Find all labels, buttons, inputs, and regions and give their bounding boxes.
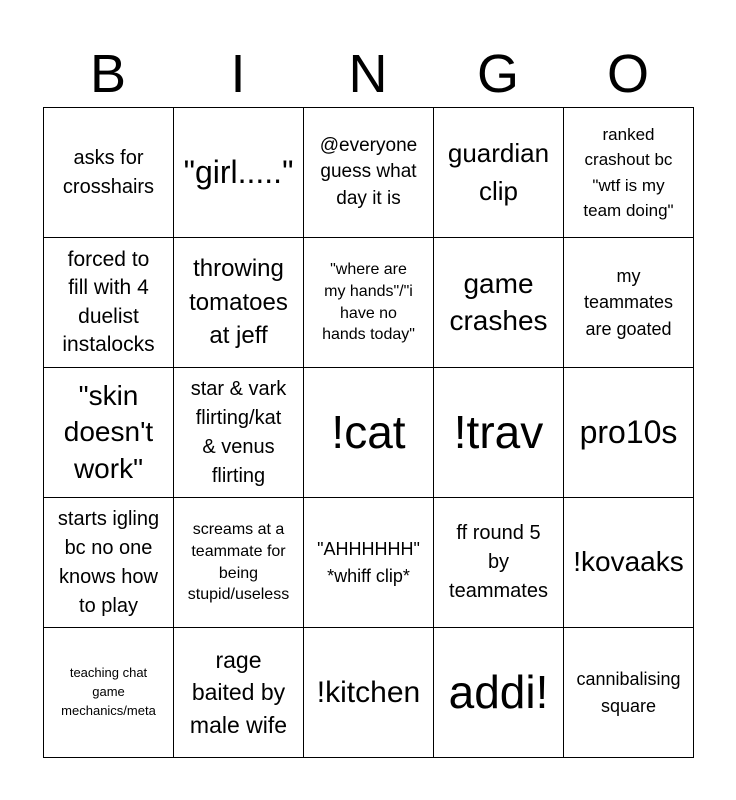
bingo-cell[interactable]: ff round 5 by teammates <box>434 498 564 628</box>
bingo-cell[interactable]: teaching chat game mechanics/meta <box>44 628 174 758</box>
bingo-cell[interactable]: guardian clip <box>434 108 564 238</box>
bingo-cell[interactable]: "where are my hands"/"i have no hands today" <box>304 238 434 368</box>
bingo-cell[interactable]: "girl....." <box>174 108 304 238</box>
header-letter-b: B <box>89 44 127 104</box>
bingo-cell[interactable]: my teammates are goated <box>564 238 694 368</box>
bingo-cell[interactable]: pro10s <box>564 368 694 498</box>
header-letter-o: O <box>606 44 649 104</box>
bingo-cell[interactable]: "skin doesn't work" <box>44 368 174 498</box>
header-letter-i: I <box>230 44 246 104</box>
bingo-cell[interactable]: cannibalising square <box>564 628 694 758</box>
bingo-cell[interactable]: throwing tomatoes at jeff <box>174 238 304 368</box>
bingo-cell[interactable]: addi! <box>434 628 564 758</box>
bingo-cell[interactable]: !cat <box>304 368 434 498</box>
bingo-cell[interactable]: rage baited by male wife <box>174 628 304 758</box>
bingo-cell[interactable]: forced to fill with 4 duelist instalocks <box>44 238 174 368</box>
bingo-cell[interactable]: !kitchen <box>304 628 434 758</box>
bingo-cell[interactable]: "AHHHHHH" *whiff clip* <box>304 498 434 628</box>
bingo-header <box>43 40 693 108</box>
bingo-cell[interactable]: starts igling bc no one knows how to play <box>44 498 174 628</box>
header-letter-g: G <box>476 44 519 104</box>
bingo-cell[interactable]: ranked crashout bc "wtf is my team doing" <box>564 108 694 238</box>
bingo-cell[interactable]: star & vark flirting/kat & venus flirting <box>174 368 304 498</box>
bingo-cell[interactable]: !trav <box>434 368 564 498</box>
header-letter-n: N <box>348 44 388 104</box>
bingo-board <box>43 107 694 758</box>
bingo-cell[interactable]: game crashes <box>434 238 564 368</box>
bingo-cell[interactable]: screams at a teammate for being stupid/useless <box>174 498 304 628</box>
bingo-cell[interactable]: asks for crosshairs <box>44 108 174 238</box>
bingo-cell[interactable]: @everyone guess what day it is <box>304 108 434 238</box>
bingo-cell[interactable]: !kovaaks <box>564 498 694 628</box>
